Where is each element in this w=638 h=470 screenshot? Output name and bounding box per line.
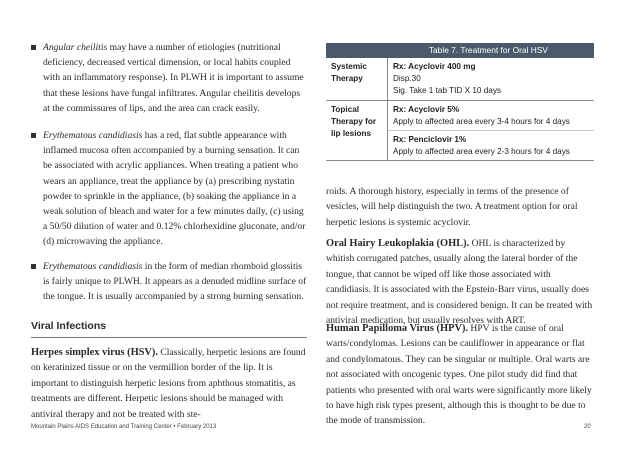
row-content <box>388 131 595 161</box>
paragraph-hpv <box>326 321 594 429</box>
row-label: Systemic Therapy <box>326 58 388 100</box>
row-label: Topical Therapy for lip lesions <box>326 100 388 161</box>
paragraph-text: HPV is the cause of oral warts/condylomas. Lesions can be cauliflower in appearance or flat and condylomatous. They can be singular or multiple. Oral warts are not associated with oncogenic types. One pilot study did find that patients who presented with oral warts were significantly more likely to have high risk types present, although this is thought to be due to the mode of transmission. <box>326 323 592 427</box>
drug-name: Rx: Penciclovir 1% <box>393 135 467 145</box>
bullet-text: may have a number of etiologies (nutritional deficiency, decreased vertical dimension, or local habits coupled with an inflammatory response). In PLWH it is important to assume that these lesions have fungal infiltrates. Angular cheilitis develops at the commissures of lips, and the area can crack easily. <box>43 42 304 114</box>
term: Erythematous candidiasis <box>43 261 143 272</box>
term: Angular cheilitis <box>43 42 108 53</box>
paragraph-hsv <box>31 345 307 422</box>
paragraph-lead: Oral Hairy Leukoplakia (OHL). <box>326 238 470 249</box>
bullet-median-rhomboid-glossitis <box>31 259 307 305</box>
paragraph-lead: Human Papilloma Virus (HPV). <box>326 323 469 334</box>
bullet-text: in the form of median rhomboid glossitis is fairly unique to PLWH. It appears as a denuded midline surface of the tongue. It is usually accompanied by a strong burning sensation. <box>43 261 307 303</box>
treatment-table <box>326 43 594 161</box>
bullet-icon <box>31 133 36 138</box>
footer-source: Mountain Plains AIDS Education and Training Center • February 2013 <box>31 424 217 430</box>
paragraph-continuation: roids. A thorough history, especially in terms of the presence of vesicles, will help distinguish the two. A treatment option for oral herpetic lesions is systemic acyclovir. <box>326 186 578 228</box>
bullet-erythematous-candidiasis <box>31 128 307 250</box>
row-content <box>388 100 595 130</box>
row-content <box>388 58 595 100</box>
table-title: Table 7. Treatment for Oral HSV <box>326 43 594 58</box>
section-divider <box>31 337 307 338</box>
page-number: 20 <box>584 424 591 430</box>
bullet-text: has a red, flat subtle appearance with inflamed mucosa often accompanied by a burning sensation. It can be associated with acrylic appliances. When treating a patient who wears an appliance, treat the appliance by (a) prescribing nystatin powder to sprinkle in the appliance, (b) soaking the appliance in a weak solution of bleach and water for a few minutes daily, (c) using a 50/50 dilution of water and 0.12% chlorhexidine gluconate, and/or (d) microwaving the appliance. <box>43 130 306 248</box>
table-row-topical <box>326 100 594 130</box>
sig: Apply to affected area every 3-4 hours for 4 days <box>393 116 570 126</box>
drug-name: Rx: Acyclovir 400 mg <box>393 62 476 71</box>
paragraph-text: OHL is characterized by whitish corrugated patches, usually along the lateral border of the tongue, that cannot be wiped off like those associated with candidiasis. It is associated with the Epstein-Barr virus, usually does not require treatment, and is considered benign. It can be treated with antiviral medication, but usually resolves with ART. <box>326 238 593 327</box>
sig: Sig. Take 1 tab TID X 10 days <box>393 86 502 96</box>
dispense: Disp.30 <box>393 74 421 84</box>
bullet-icon <box>31 45 36 50</box>
table-row-systemic <box>326 58 594 100</box>
paragraph-text: Classically, herpetic lesions are found on keratinized tissue or on the vermillion border of the lip. It is important to distinguish herpetic lesions from aphthous stomatitis, as treatments are different. Herpetic lesions should be managed with antiviral therapy and not be treated with ste- <box>31 347 306 420</box>
section-heading-viral-infections: Viral Infections <box>31 320 107 332</box>
drug-name: Rx: Acyclovir 5% <box>393 104 460 114</box>
paragraph-lead: Herpes simplex virus (HSV). <box>31 347 158 358</box>
bullet-angular-cheilitis <box>31 40 307 116</box>
sig: Apply to affected area every 2-3 hours for 4 days <box>393 147 570 157</box>
term: Erythematous candidiasis <box>43 130 143 141</box>
paragraph-ohl <box>326 236 594 328</box>
bullet-icon <box>31 264 36 269</box>
